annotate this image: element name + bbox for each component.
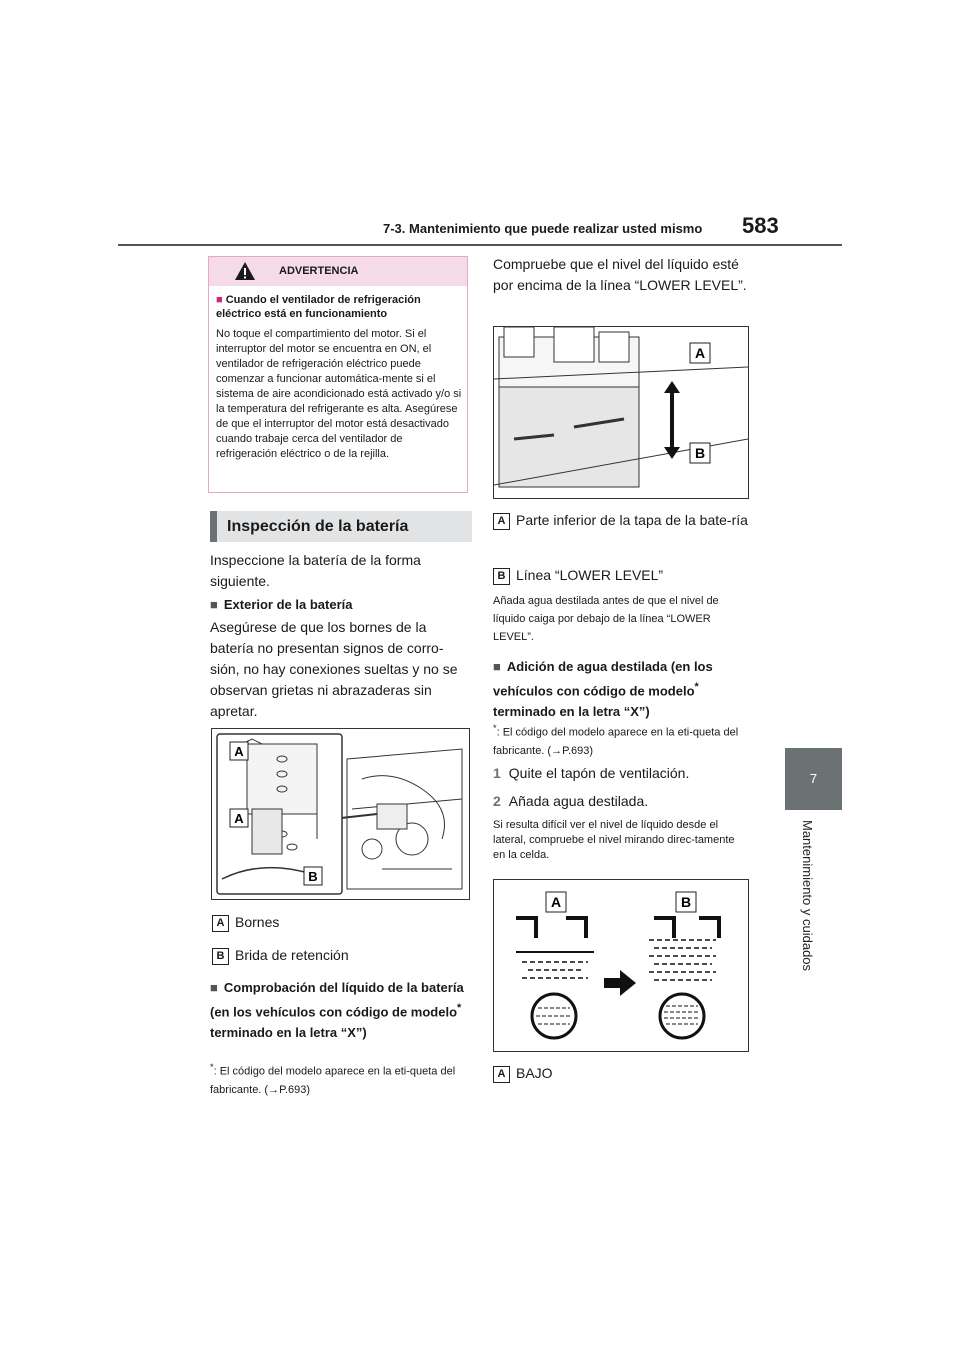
callout-tag: A: [212, 915, 229, 932]
legend-item: A Parte inferior de la tapa de la bate-ría: [493, 510, 749, 531]
svg-text:A: A: [550, 894, 562, 910]
exterior-heading: ■ Exterior de la batería: [210, 597, 353, 612]
engine-bay-illustration: [212, 729, 469, 899]
add-water-heading: ■ Adición de agua destilada (en los vehículos con código de modelo* terminado en la letra “X”): [493, 659, 713, 720]
figure-callout-a-2: [230, 809, 248, 827]
battery-side-illustration: [494, 327, 748, 498]
figure-callout-a: [690, 343, 710, 363]
tip-text: Si resulta difícil ver el nivel de líquido desde el lateral, compruebe el nivel mirando direc-tamente en la celda.: [493, 819, 735, 861]
battery-engine-figure: [211, 728, 470, 900]
chapter-label: Mantenimiento y cuidados: [800, 820, 815, 972]
footnote: *: El código del modelo aparece en la eti-queta del fabricante. (→P.693): [210, 1062, 456, 1096]
double-arrow-icon: [664, 381, 680, 459]
warning-title: ADVERTENCIA: [279, 265, 359, 277]
legend-item: A BAJO: [493, 1063, 749, 1084]
svg-text:B: B: [308, 869, 318, 884]
square-bullet-icon: ■: [493, 659, 501, 674]
section-title: Inspección de la batería: [227, 518, 409, 535]
callout-tag: A: [493, 513, 510, 530]
exterior-text: Asegúrese de que los bornes de la batería no presentan signos de corro-sión, no hay conexiones sueltas y no se observan grietas ni abrazaderas sin apretar.: [210, 619, 458, 719]
fluid-check-heading: ■ Comprobación del líquido de la batería (en los vehículos con código de modelo* terminado en la letra “X”): [210, 980, 464, 1041]
chapter-tab: 7: [785, 748, 842, 810]
battery-level-figure: [493, 326, 749, 499]
running-header: 7-3. Mantenimiento que puede realizar usted mismo: [383, 221, 703, 236]
warning-box: [208, 256, 468, 493]
step-item: 2 Añada agua destilada.: [493, 793, 649, 809]
level-check-text: Compruebe que el nivel del líquido esté por encima de la línea “LOWER LEVEL”.: [493, 256, 747, 293]
figure-callout-b: [676, 892, 696, 912]
right-arrow-icon: [604, 970, 636, 996]
square-bullet-icon: ■: [210, 597, 218, 612]
legend-item: B Línea “LOWER LEVEL”: [493, 565, 749, 586]
figure-callout-a: [546, 892, 566, 912]
svg-text:A: A: [234, 811, 244, 826]
step-item: 1 Quite el tapón de ventilación.: [493, 765, 690, 781]
water-level-figure: [493, 879, 749, 1052]
svg-text:A: A: [694, 345, 706, 361]
warning-body: No toque el compartimiento del motor. Si el interruptor del motor se encuentra en ON, el ventilador de refrigeración eléctrico puede comenzar a funcionar automática-mente si el sistema de aire acondicionado está activado y/o si la temperatura del refrigerante es alta. Asegúrese de que el interruptor del motor está desactivado cuando trabaje cerca del ventilador de refrigeración eléctrico o de la rejilla.: [216, 328, 462, 460]
legend-item: A Bornes: [212, 912, 472, 933]
water-level-illustration: [494, 880, 748, 1051]
warning-subtitle: ■ Cuando el ventilador de refrigeración eléctrico está en funcionamiento: [216, 294, 421, 320]
svg-text:B: B: [694, 445, 706, 461]
figure-callout-a-1: [230, 742, 248, 760]
figure-callout-b: [304, 867, 322, 885]
svg-text:B: B: [680, 894, 692, 910]
footnote: *: El código del modelo aparece en la eti-queta del fabricante. (→P.693): [493, 723, 739, 757]
warning-header: [209, 257, 467, 286]
square-bullet-icon: ■: [216, 294, 223, 306]
callout-tag: A: [493, 1066, 510, 1083]
svg-text:A: A: [234, 744, 244, 759]
intro-text: Inspeccione la batería de la forma siguiente.: [210, 552, 421, 589]
legend-item: B Brida de retención: [212, 945, 472, 966]
warning-triangle-icon: [234, 261, 256, 281]
page-number: 583: [742, 213, 779, 238]
figure-callout-b: [690, 443, 710, 463]
square-bullet-icon: ■: [210, 980, 218, 995]
header-divider: [118, 244, 842, 246]
note-text: Añada agua destilada antes de que el nivel de líquido caiga por debajo de la línea “LOWER LEVEL”.: [493, 595, 719, 643]
section-header: [210, 511, 472, 542]
callout-tag: B: [212, 948, 229, 965]
callout-tag: B: [493, 568, 510, 585]
